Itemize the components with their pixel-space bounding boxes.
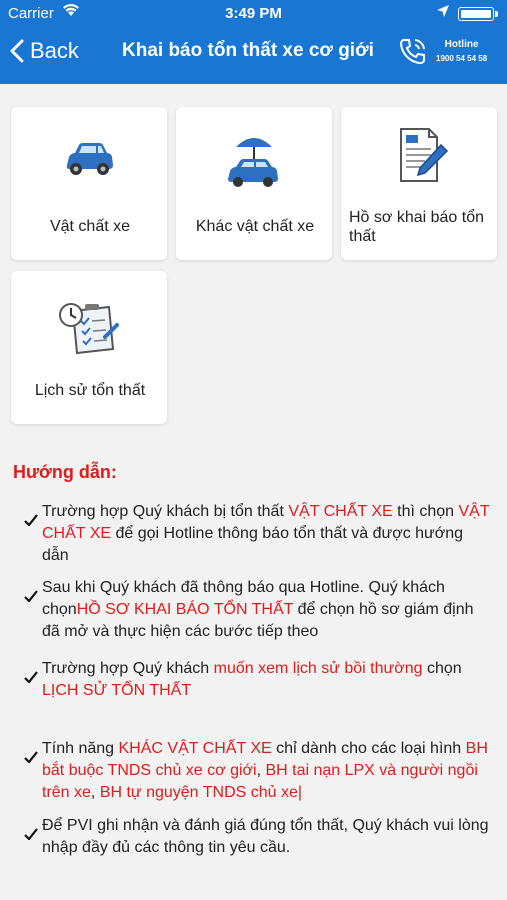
guide-item-text [42, 577, 494, 643]
back-label: Back [30, 38, 79, 63]
guide-text: thì chọn [392, 503, 459, 520]
page-title: Khai báo tổn thất xe cơ giới [122, 40, 374, 61]
guide-item [24, 658, 494, 702]
checkmark-icon [24, 511, 38, 533]
highlight-text: VẬT CHẤT XE [42, 503, 490, 542]
guide-item [24, 577, 494, 643]
guide-text: Để PVI ghi nhận và đánh giá đúng tổn thất, Quý khách vui lòng nhập đầy đủ các thông tin yêu cầu. [42, 817, 489, 856]
guide-item [24, 501, 494, 567]
guide-text: Tính năng [42, 740, 119, 757]
checkmark-icon [24, 748, 38, 770]
highlight-text: VẬT CHẤT XE [288, 503, 393, 520]
guide-text: chọn [422, 660, 462, 677]
guide-item-text [42, 738, 494, 804]
highlight-text: LỊCH SỬ TỔN THẤT [42, 682, 192, 699]
highlight-text: KHÁC VẬT CHẤT XE [118, 740, 272, 757]
guide-text: để gọi Hotline thông báo tổn thất và được hướng dẫn [42, 525, 464, 564]
clock: 3:49 PM [225, 5, 282, 22]
nav-bar [0, 30, 507, 76]
hotline-number: 1900 54 54 58 [436, 54, 488, 63]
card-lich-su-ton-that[interactable] [11, 271, 167, 424]
card-vat-chat-xe[interactable] [11, 107, 167, 260]
card-label: Hồ sơ khai báo tổn thất [349, 209, 485, 245]
guide-text: , [90, 784, 100, 801]
highlight-text: BH tai nạn LPX và người ngồi trên xe [42, 762, 478, 801]
guide-item [24, 738, 494, 804]
phone-icon [398, 36, 428, 66]
location-arrow-icon [436, 4, 450, 22]
battery-icon [458, 7, 494, 21]
card-ho-so-khai-bao[interactable] [341, 107, 497, 260]
chevron-left-icon [10, 39, 24, 63]
hotline-button[interactable] [398, 36, 487, 66]
card-label: Khác vật chất xe [195, 218, 315, 235]
highlight-text: muốn xem lịch sử bồi thường [213, 660, 423, 677]
checkmark-icon [24, 668, 38, 690]
guide-text: để chọn hồ sơ giám định đã mở và thực hiện các bước tiếp theo [42, 601, 474, 640]
guide-item-text [42, 658, 494, 702]
checkmark-icon [24, 825, 38, 847]
car-umbrella-icon [176, 131, 332, 187]
guide-text: Sau khi Quý khách đã thông báo qua Hotline. Quý khách chọn [42, 579, 445, 618]
car-icon [11, 137, 167, 193]
history-checklist-icon [11, 297, 167, 353]
back-button[interactable] [10, 38, 79, 64]
battery-level [461, 10, 491, 18]
guide-text: chỉ dành cho các loại hình [271, 740, 466, 757]
hotline-label: Hotline [444, 39, 479, 50]
guide-item-text [42, 501, 494, 567]
battery-tip [495, 11, 498, 17]
guide-text: , [256, 762, 266, 779]
card-label: Lịch sử tổn thất [34, 382, 146, 399]
guide-text: Trường hợp Quý khách bị tổn thất [42, 503, 289, 520]
highlight-text: BH bắt buộc TNDS chủ xe cơ giới [42, 740, 488, 779]
highlight-text: HỒ SƠ KHAI BÁO TỔN THẤT [76, 601, 294, 618]
guide-item-text [42, 815, 494, 859]
guide-item [24, 815, 494, 859]
checkmark-icon [24, 587, 38, 609]
highlight-text: BH tự nguyện TNDS chủ xe| [99, 784, 303, 801]
guide-title: Hướng dẫn: [13, 462, 117, 482]
app-header [0, 0, 507, 84]
card-khac-vat-chat-xe[interactable] [176, 107, 332, 260]
document-pen-icon [341, 125, 497, 181]
carrier-label: Carrier [8, 5, 54, 22]
guide-text: Trường hợp Quý khách [42, 660, 214, 677]
status-bar [0, 0, 507, 28]
card-label: Vật chất xe [49, 218, 131, 235]
